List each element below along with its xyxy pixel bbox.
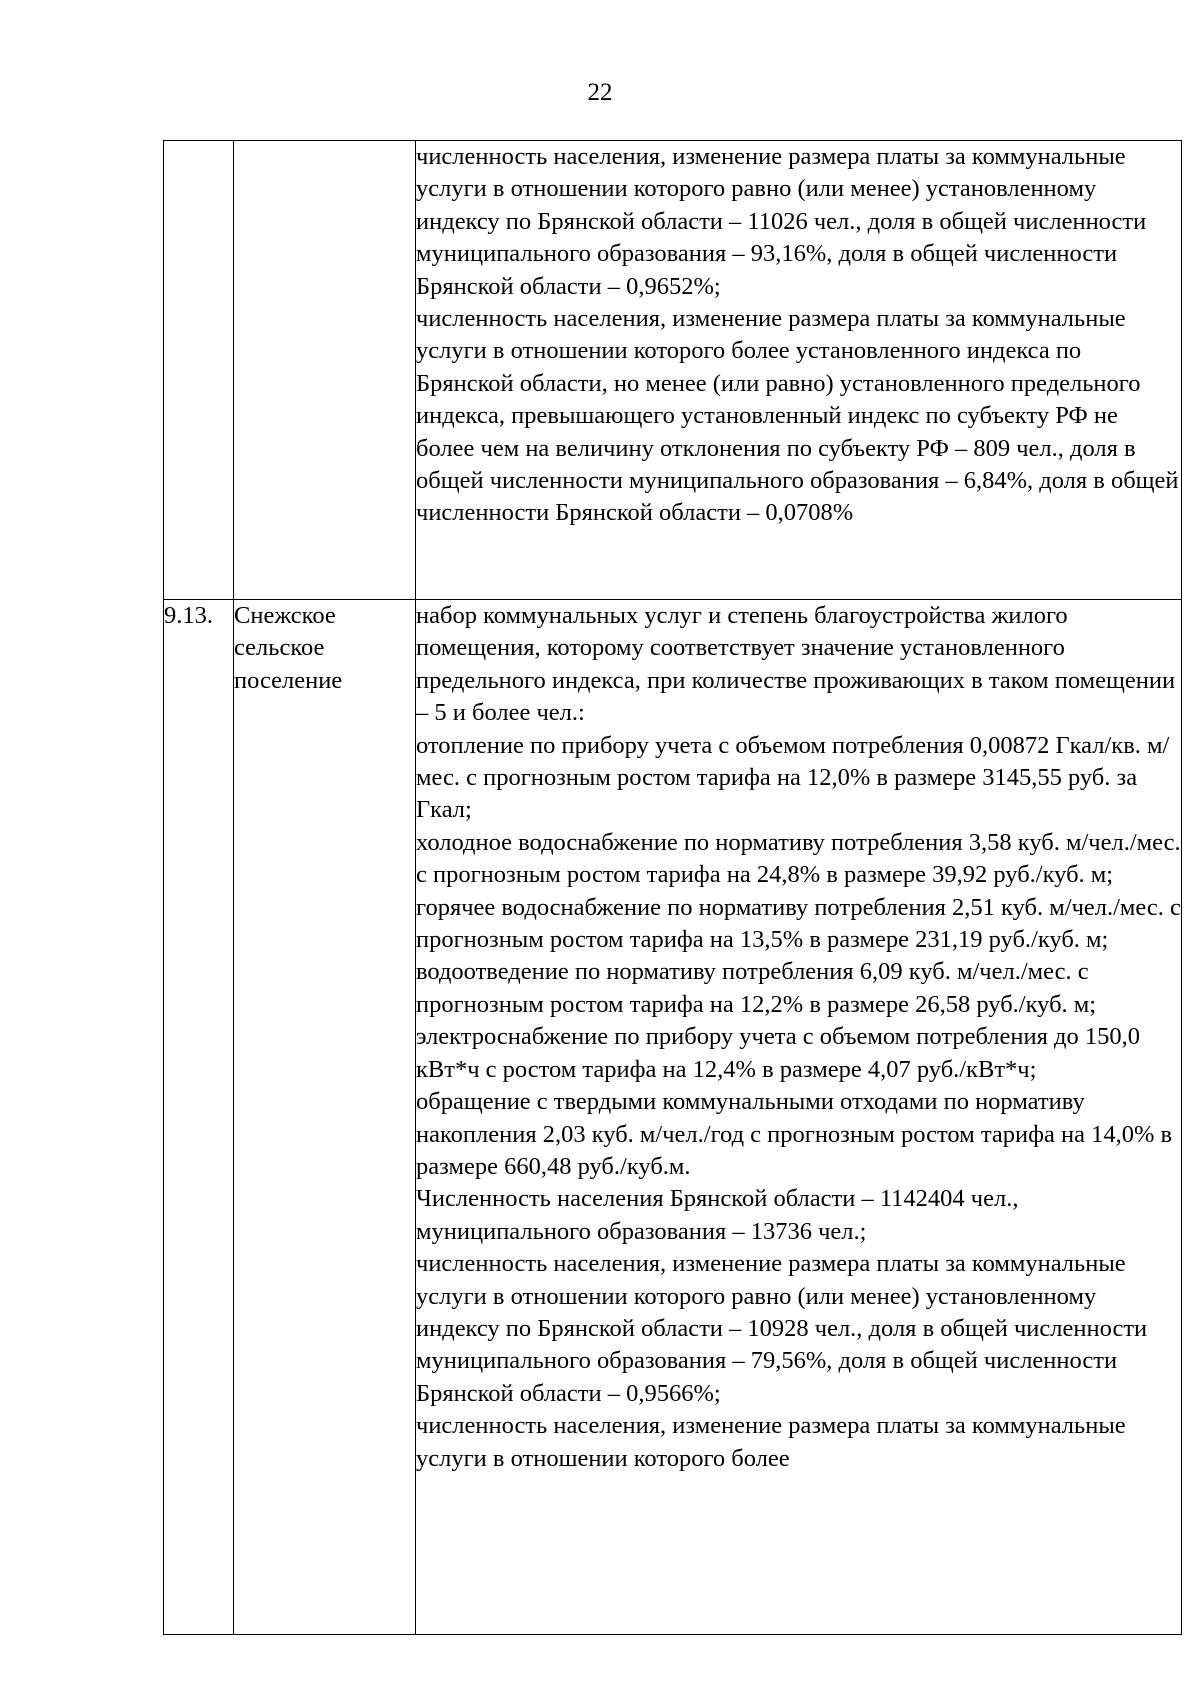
- description-paragraph: численность населения, изменение размера платы за коммунальные услуги в отношении которого равно (или менее) установленному индексу по Брянской области – 10928 чел., доля в общей численности муниципального образования – 79,56%, доля в общей численности Брянской области – 0,9566%;: [416, 1250, 1148, 1407]
- description-paragraph: численность населения, изменение размера платы за коммунальные услуги в отношении которого более установленного индекса по Брянской области, но менее (или равно) установленного предельного индекса, превышающего установленный индекс по субъекту РФ не более чем на величину отклонения по субъекту РФ – 809 чел., доля в общей численности муниципального образования – 6,84%, доля в общей численности Брянской области – 0,0708%: [416, 305, 1179, 527]
- description-paragraph: водоотведение по нормативу потребления 6,09 куб. м/чел./мес. с прогнозным ростом тарифа на 12,2% в размере 26,58 руб./куб. м;: [416, 958, 1097, 1018]
- municipality-name-cell: [234, 141, 416, 600]
- document-table: [163, 140, 1182, 1635]
- description-paragraph: Численность населения Брянской области – 1142404 чел., муниципального образования – 13736 чел.;: [416, 1185, 1019, 1245]
- description-paragraph: численность населения, изменение размера платы за коммунальные услуги в отношении которого равно (или менее) установленному индексу по Брянской области – 11026 чел., доля в общей численности муниципального образования – 93,16%, доля в общей численности Брянской области – 0,9652%;: [416, 143, 1147, 300]
- description-paragraph: электроснабжение по прибору учета с объемом потребления до 150,0 кВт*ч с ростом тарифа на 12,4% в размере 4,07 руб./кВт*ч;: [416, 1023, 1140, 1083]
- description-paragraph: обращение с твердыми коммунальными отходами по нормативу накопления 2,03 куб. м/чел./год с прогнозным ростом тарифа на 14,0% в размере 660,48 руб./куб.м.: [416, 1088, 1173, 1180]
- description-cell: [416, 600, 1182, 1635]
- page-number: 22: [587, 79, 613, 106]
- row-number-cell: 9.13.: [164, 600, 234, 1635]
- table-row: [164, 141, 1182, 600]
- municipality-name-cell: Снежское сельское поселение: [234, 600, 416, 1635]
- description-cell: [416, 141, 1182, 600]
- row-number-cell: [164, 141, 234, 600]
- description-paragraph: холодное водоснабжение по нормативу потребления 3,58 куб. м/чел./мес. с прогнозным ростом тарифа на 24,8% в размере 39,92 руб./куб. м;: [416, 828, 1181, 889]
- table-row: [164, 600, 1182, 1635]
- description-paragraph: горячее водоснабжение по нормативу потребления 2,51 куб. м/чел./мес. с прогнозным ростом тарифа на 13,5% в размере 231,19 руб./куб. м;: [416, 893, 1181, 954]
- description-paragraph: набор коммунальных услуг и степень благоустройства жилого помещения, которому соответствует значение установленного предельного индекса, при количестве проживающих в таком помещении – 5 и более чел.:: [416, 602, 1176, 727]
- description-paragraph: численность населения, изменение размера платы за коммунальные услуги в отношении которого более: [416, 1412, 1126, 1472]
- description-paragraph: отопление по прибору учета с объемом потребления 0,00872 Гкал/кв. м/мес. с прогнозным ростом тарифа на 12,0% в размере 3145,55 руб. за Гкал;: [416, 731, 1170, 824]
